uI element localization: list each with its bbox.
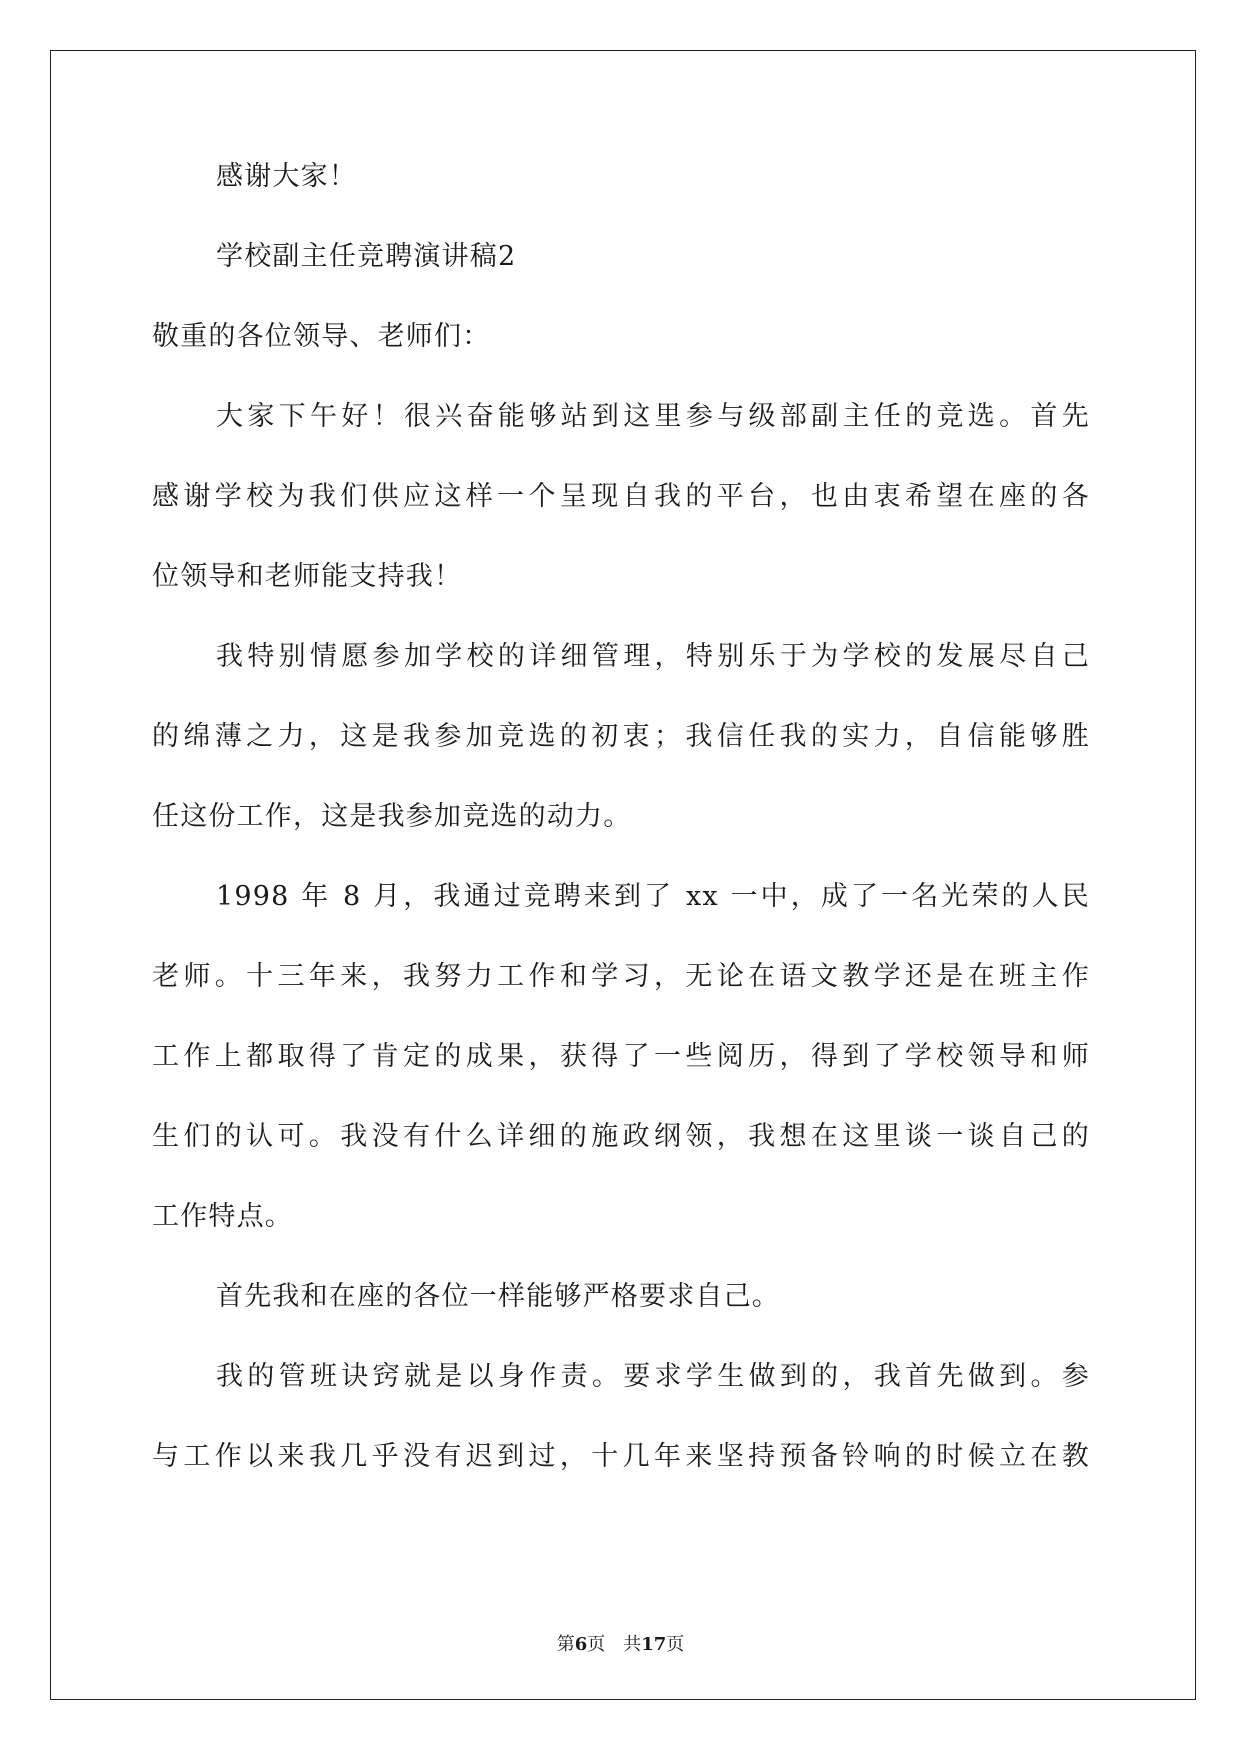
page-total: 17 [641,1634,667,1655]
text-line: 位领导和老师能支持我！ [152,561,463,592]
text-line: 与工作以来我几乎没有迟到过，十几年来坚持预备铃响的时候立在教 [152,1441,1090,1472]
text-line: 大家下午好！很兴奋能够站到这里参与级部副主任的竞选。首先 [216,401,1090,432]
page-prefix: 第 [556,1634,575,1655]
text-line: 工作上都取得了肯定的成果，获得了一些阅历，得到了学校领导和师 [152,1041,1090,1072]
text-line: 首先我和在座的各位一样能够严格要求自己。 [216,1281,780,1312]
text-line: 敬重的各位领导、老师们： [152,321,491,352]
page-suffix: 页 [587,1634,606,1655]
text-line: 任这份工作，这是我参加竞选的动力。 [152,801,632,832]
text-line: 1998 年 8 月，我通过竞聘来到了 xx 一中，成了一名光荣的人民 [216,881,1090,912]
total-suffix: 页 [666,1634,685,1655]
text-line: 的绵薄之力，这是我参加竞选的初衷；我信任我的实力，自信能够胜 [152,721,1090,752]
page-footer [0,1630,1241,1656]
text-line: 感谢学校为我们供应这样一个呈现自我的平台，也由衷希望在座的各 [152,481,1090,512]
text-line: 感谢大家！ [216,161,357,192]
text-line: 老师。十三年来，我努力工作和学习，无论在语文教学还是在班主作 [152,961,1090,992]
page-current: 6 [574,1634,588,1655]
text-line: 我特别情愿参加学校的详细管理，特别乐于为学校的发展尽自己 [216,641,1090,672]
text-line: 生们的认可。我没有什么详细的施政纲领，我想在这里谈一谈自己的 [152,1121,1090,1152]
text-line: 我的管班诀窍就是以身作责。要求学生做到的，我首先做到。参 [216,1361,1090,1392]
text-line: 工作特点。 [152,1201,293,1232]
total-prefix: 共 [623,1634,642,1655]
document-body [152,162,1090,1522]
text-line: 学校副主任竞聘演讲稿2 [216,241,517,272]
